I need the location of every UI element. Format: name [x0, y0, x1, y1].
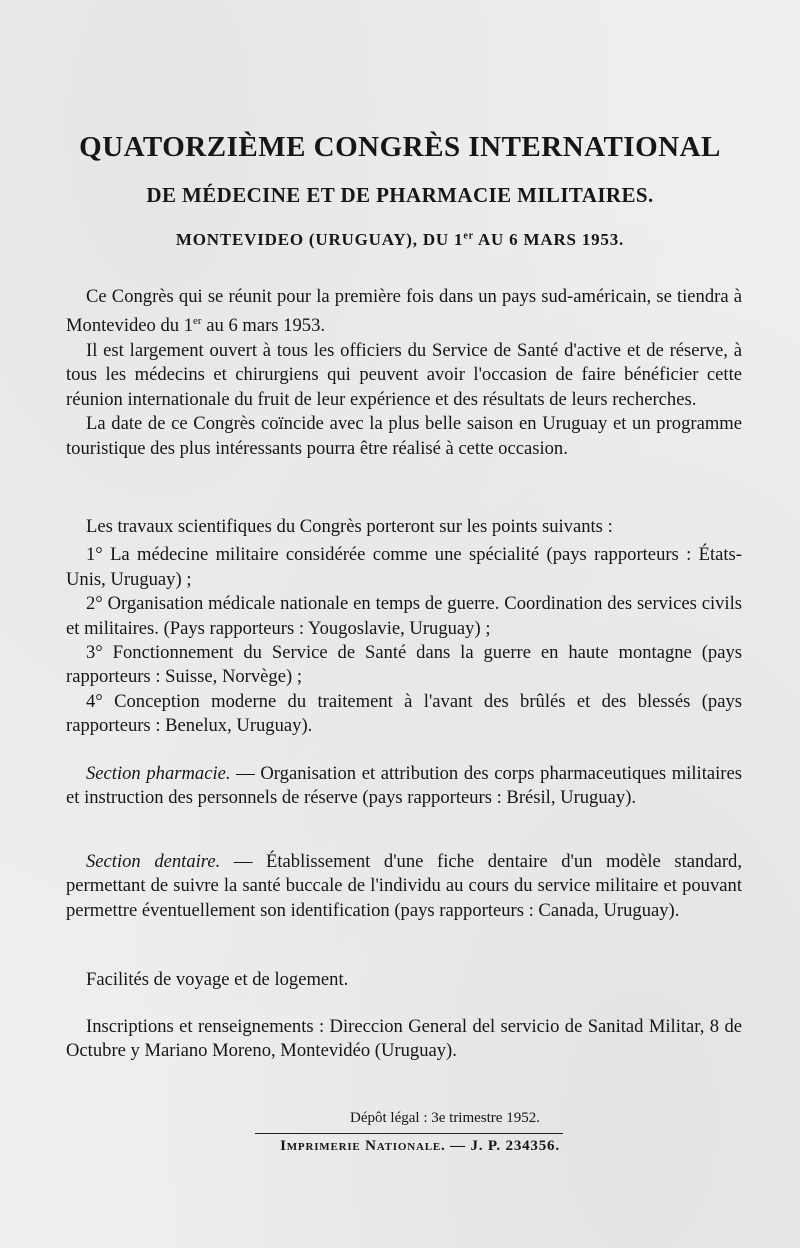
intro-p1-sup: er: [193, 315, 202, 328]
dentaire-paragraph: [66, 850, 742, 923]
intro-paragraph-2: Il est largement ouvert à tous les officiers du Service de Santé d'active et de réserve, à tous les médecins et chirurgiens qui peuvent avoir l'occasion de faire bénéficier cette réunion internationale du fruit de leur expérience et des résultats de leurs recherches.: [66, 340, 742, 410]
topics-section: [66, 515, 742, 739]
intro-paragraph-1: [66, 285, 742, 339]
pharmacie-text: — Organisation et attribution des corps pharmaceutiques militaires et instruction des personnels de réserve (pays rapporteurs : Brésil, Uruguay).: [66, 763, 742, 809]
intro-p1-text: Ce Congrès qui se réunit pour la première fois dans un pays sud-américain, se tiendra à Montevideo du 1: [66, 286, 742, 337]
location-sup: er: [463, 230, 474, 242]
facilites-section: [66, 968, 742, 992]
topic-item-4: 4° Conception moderne du traitement à l'avant des brûlés et des blessés (pays rapporteurs : Benelux, Uruguay).: [66, 690, 742, 737]
location-prefix: MONTEVIDEO (URUGUAY), DU 1: [175, 230, 464, 249]
topic-item-2: 2° Organisation médicale nationale en temps de guerre. Coordination des services civils et militaires. (Pays rapporteurs : Yougoslavie, Uruguay) ;: [66, 593, 742, 639]
dentaire-label: Section dentaire.: [86, 851, 221, 872]
title-line-1: QUATORZIÈME CONGRÈS INTERNATIONAL: [79, 131, 721, 163]
dentaire-text: — Établissement d'une fiche dentaire d'un modèle standard, permettant de suivre la santé buccale de l'individu au cours du service militaire et pouvant permettre éventuellement son identification (pays rapporteurs : Canada, Uruguay).: [66, 851, 742, 921]
inscriptions-section: [66, 1015, 742, 1064]
title-line-2: DE MÉDECINE ET DE PHARMACIE MILITAIRES.: [146, 183, 654, 207]
intro-paragraph-3: La date de ce Congrès coïncide avec la plus belle saison en Uruguay et un programme touristique des plus intéressants pourra être réalisé à cette occasion.: [66, 413, 742, 459]
location-suffix: AU 6 MARS 1953.: [473, 230, 625, 249]
topic-item-1: 1° La médecine militaire considérée comme une spécialité (pays rapporteurs : États-Unis, Uruguay) ;: [66, 544, 742, 590]
intro-section: [66, 285, 742, 461]
depot-legal: Dépôt légal : 3e trimestre 1952.: [350, 1110, 540, 1126]
pharmacie-paragraph: [66, 762, 742, 811]
footer-divider: [255, 1133, 563, 1134]
imprimerie-line: Imprimerie Nationale. — J. P. 234356.: [280, 1138, 560, 1154]
section-pharmacie: [66, 762, 742, 811]
location-dates: [0, 230, 800, 250]
pharmacie-label: Section pharmacie.: [86, 763, 231, 784]
section-dentaire: [66, 850, 742, 923]
intro-p1-end: au 6 mars 1953.: [201, 315, 326, 337]
topics-intro: Les travaux scientifiques du Congrès porteront sur les points suivants :: [86, 516, 613, 537]
inscriptions-paragraph: Inscriptions et renseignements : Direccion General del servicio de Sanitad Militar, 8 de Octubre y Mariano Moreno, Montevidéo (Uruguay).: [66, 1016, 742, 1062]
facilites-paragraph: Facilités de voyage et de logement.: [86, 969, 349, 990]
topic-item-3: 3° Fonctionnement du Service de Santé dans la guerre en haute montagne (pays rapporteurs : Suisse, Norvège) ;: [66, 642, 742, 688]
